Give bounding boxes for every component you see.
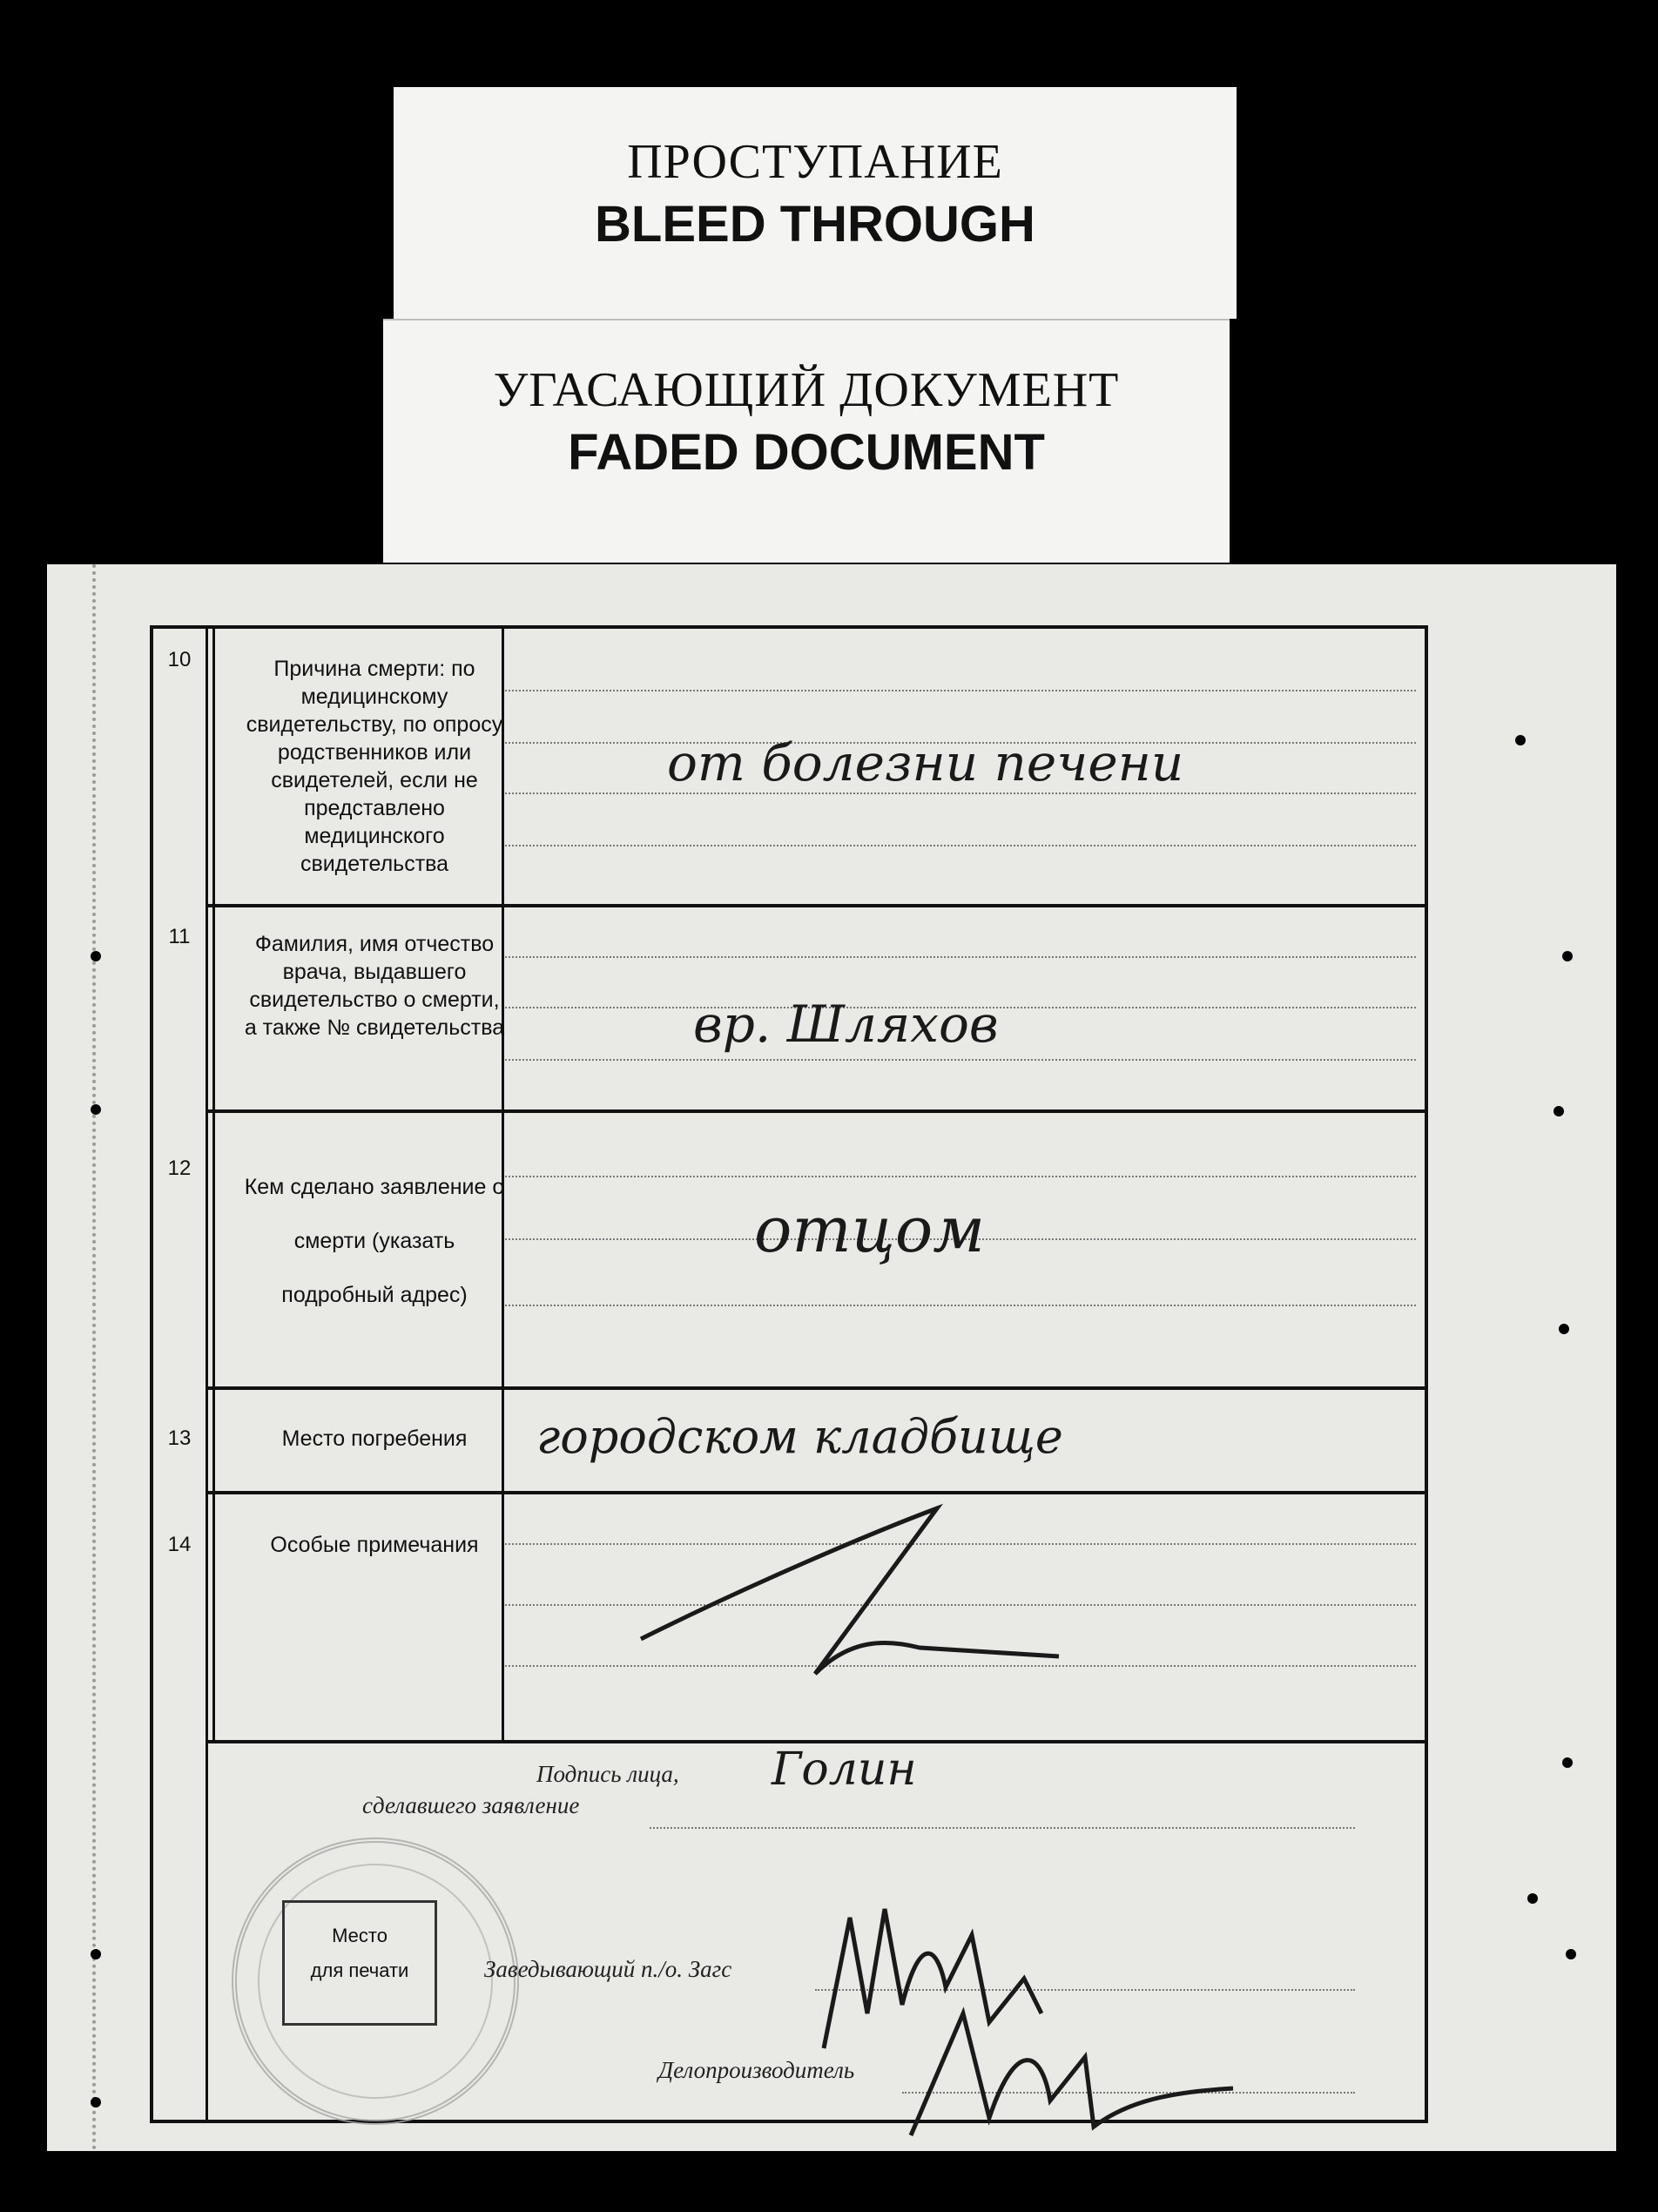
- death-record-sheet: [47, 564, 1616, 2151]
- burial-place-value: городском кладбище: [536, 1409, 1063, 1464]
- doctor-label: Фамилия, имя отчество врача, выдавшего свидетельство о смерти, а также № свидетельства: [244, 932, 505, 1040]
- faded-document-ru: УГАСАЮЩИЙ ДОКУМЕНТ: [493, 363, 1120, 417]
- bleed-through-card: [394, 87, 1237, 319]
- perforation-edge: [92, 564, 103, 2151]
- doctor-value: вр. Шляхов: [693, 995, 999, 1054]
- stamp-label-1: Место: [332, 1925, 388, 1946]
- signature-label-1: Подпись лица,: [536, 1761, 679, 1787]
- row-12-number: 12: [167, 1157, 192, 1180]
- bleed-through-ru: ПРОСТУПАНИЕ: [627, 135, 1003, 189]
- declarant-value: отцом: [754, 1193, 985, 1266]
- row-11-number: 11: [168, 925, 191, 948]
- signature-label-2: сделавшего заявление: [362, 1792, 580, 1818]
- dash-stroke: [641, 1508, 1076, 1683]
- clerk-signature: [911, 2005, 1242, 2144]
- cause-of-death-value: от болезни печени: [667, 733, 1184, 792]
- cause-of-death-label: Причина смерти: по медицинскому свидетельству, по опросу родственников или свидетелей, если не представлено медицинского свидетельства: [246, 657, 503, 876]
- declarant-signature: Голин: [772, 1743, 917, 1796]
- zags-head-label: Заведывающий п./о. Загс: [484, 1956, 732, 1982]
- bleed-through-en: BLEED THROUGH: [595, 196, 1035, 253]
- stamp-place-box: [282, 1900, 437, 2026]
- special-notes-label: Особые примечания: [270, 1533, 479, 1557]
- row-10-number: 10: [167, 648, 192, 671]
- row-13-number: 13: [167, 1426, 192, 1450]
- record-form: [150, 625, 1428, 2123]
- declarant-label: Кем сделано заявление о смерти (указать подробный адрес): [244, 1175, 505, 1307]
- clerk-label: Делопроизводитель: [658, 2057, 855, 2083]
- faded-document-en: FADED DOCUMENT: [568, 424, 1045, 481]
- burial-place-label: Место погребения: [281, 1426, 468, 1451]
- stamp-label-2: для печати: [310, 1959, 409, 1981]
- faded-document-card: [383, 319, 1230, 563]
- row-14-number: 14: [167, 1533, 192, 1556]
